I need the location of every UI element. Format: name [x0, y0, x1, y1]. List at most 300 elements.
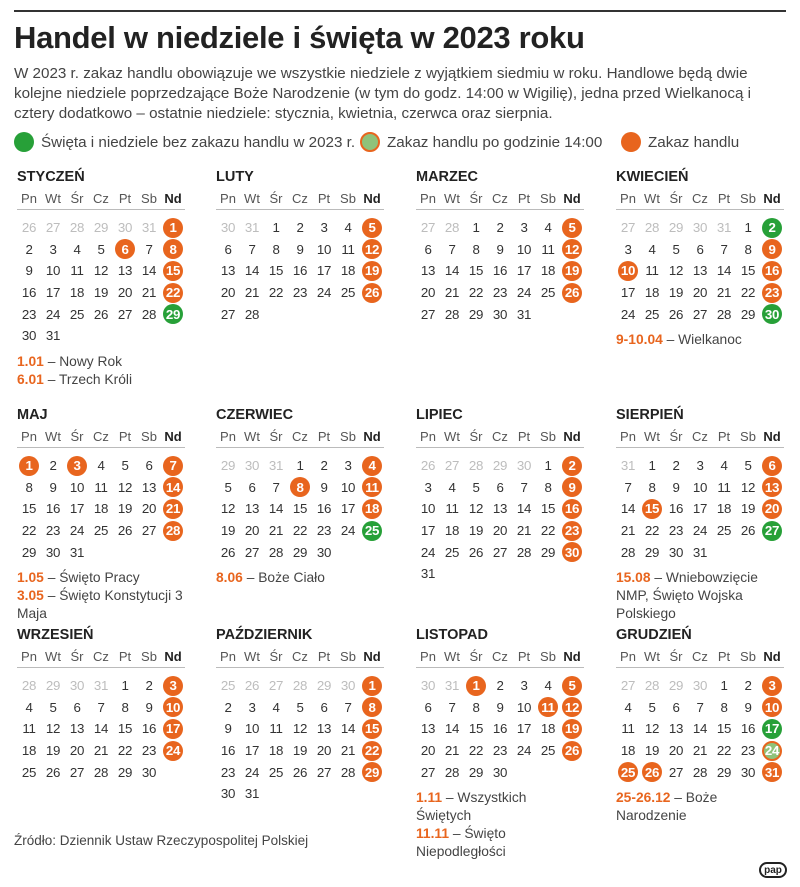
day-number: 24	[692, 523, 708, 539]
day-cell	[360, 260, 384, 282]
day-number: 19	[292, 743, 308, 759]
month-calendar	[616, 626, 784, 825]
day-cell-adjacent	[664, 675, 688, 697]
day-cell	[17, 282, 41, 304]
day-number: 26	[562, 283, 582, 303]
day-cell	[464, 520, 488, 542]
day-number: 24	[516, 743, 532, 759]
day-number: 31	[444, 678, 460, 694]
day-number: 12	[644, 721, 660, 737]
day-number: 26	[220, 544, 236, 560]
weekday-label: Wt	[644, 429, 660, 444]
day-number: 28	[93, 764, 109, 780]
week-row	[616, 675, 784, 697]
day-number: 10	[316, 241, 332, 257]
day-number: 22	[716, 743, 732, 759]
day-number: 14	[716, 263, 732, 279]
day-number: 12	[362, 239, 382, 259]
weekday-label: Pt	[118, 649, 132, 664]
day-number: 21	[268, 523, 284, 539]
weekday-label: Wt	[45, 191, 61, 206]
day-cell	[113, 761, 137, 783]
day-number: 30	[21, 328, 37, 344]
weekday-label: Pt	[717, 191, 731, 206]
day-cell	[440, 520, 464, 542]
weekday-label: Pt	[118, 191, 132, 206]
day-number: 10	[69, 479, 85, 495]
day-number: 15	[716, 721, 732, 737]
day-cell	[440, 260, 464, 282]
day-number: 30	[668, 544, 684, 560]
day-number: 17	[45, 285, 61, 301]
day-number: 2	[224, 699, 232, 715]
day-number: 3	[163, 676, 183, 696]
day-cell	[264, 260, 288, 282]
day-number: 2	[25, 241, 33, 257]
day-number: 6	[762, 456, 782, 476]
day-number: 29	[492, 458, 508, 474]
day-cell	[161, 282, 185, 304]
day-cell	[760, 520, 784, 542]
day-number: 7	[696, 699, 704, 715]
day-cell	[113, 520, 137, 542]
day-number: 10	[516, 241, 532, 257]
day-number: 21	[620, 523, 636, 539]
weekday-label: Nd	[164, 649, 182, 664]
day-number: 29	[740, 306, 756, 322]
week-row	[416, 303, 584, 325]
day-cell	[288, 520, 312, 542]
weekday-header	[216, 426, 384, 448]
day-cell	[664, 498, 688, 520]
day-cell	[264, 239, 288, 261]
weekday-label: Wt	[45, 649, 61, 664]
weekday-label: Pt	[317, 191, 331, 206]
weekday-label: Nd	[363, 191, 381, 206]
day-cell	[464, 498, 488, 520]
day-cell-adjacent	[336, 675, 360, 697]
day-number: 1	[19, 456, 39, 476]
day-number: 26	[93, 306, 109, 322]
day-number: 18	[69, 285, 85, 301]
day-number: 12	[220, 501, 236, 517]
day-cell	[488, 697, 512, 719]
day-cell	[440, 303, 464, 325]
day-number: 15	[268, 263, 284, 279]
day-number: 31	[244, 786, 260, 802]
day-cell-adjacent	[216, 217, 240, 239]
weekday-label: Nd	[363, 429, 381, 444]
day-number: 24	[69, 523, 85, 539]
day-cell	[41, 477, 65, 499]
holiday-note	[616, 331, 784, 349]
day-number: 1	[272, 220, 280, 236]
weekday-label: Sb	[740, 191, 756, 206]
day-number: 8	[544, 479, 552, 495]
day-number: 1	[466, 676, 486, 696]
day-number: 25	[540, 743, 556, 759]
day-number: 22	[468, 743, 484, 759]
day-cell	[560, 697, 584, 719]
day-cell	[512, 303, 536, 325]
day-number: 9	[25, 263, 33, 279]
weekday-label: Śr	[469, 429, 483, 444]
day-cell	[760, 740, 784, 762]
day-cell	[688, 455, 712, 477]
day-cell-adjacent	[240, 675, 264, 697]
weekday-label: Śr	[669, 649, 683, 664]
day-cell	[65, 455, 89, 477]
legend-item-partial	[360, 132, 602, 152]
week-row	[216, 541, 384, 563]
holiday-note	[17, 569, 185, 587]
day-cell	[137, 498, 161, 520]
weekday-label: Wt	[444, 191, 460, 206]
weekday-label: Pn	[420, 649, 436, 664]
day-number: 31	[692, 544, 708, 560]
day-number: 24	[340, 523, 356, 539]
weekday-label: Wt	[244, 429, 260, 444]
day-number: 17	[516, 263, 532, 279]
day-number: 12	[562, 239, 582, 259]
day-cell-adjacent	[616, 217, 640, 239]
day-cell	[89, 718, 113, 740]
week-row	[416, 740, 584, 762]
day-cell	[712, 260, 736, 282]
holiday-notes	[616, 331, 784, 349]
day-number: 6	[496, 479, 504, 495]
day-cell	[312, 697, 336, 719]
day-cell	[640, 477, 664, 499]
day-cell	[536, 455, 560, 477]
week-row	[216, 239, 384, 261]
holiday-name: – Boże Narodzenie	[616, 789, 718, 823]
holiday-note	[17, 587, 185, 623]
day-number: 11	[541, 241, 555, 257]
day-cell	[760, 498, 784, 520]
day-number: 29	[316, 678, 332, 694]
day-number: 11	[538, 697, 558, 717]
day-cell	[616, 718, 640, 740]
holiday-notes	[616, 789, 784, 825]
day-cell	[664, 477, 688, 499]
day-cell	[440, 282, 464, 304]
day-number: 19	[362, 261, 382, 281]
day-cell	[360, 217, 384, 239]
day-cell	[760, 675, 784, 697]
weekday-label: Pt	[118, 429, 132, 444]
day-number: 5	[121, 458, 129, 474]
day-number: 6	[145, 458, 153, 474]
day-cell	[41, 697, 65, 719]
day-cell-adjacent	[41, 675, 65, 697]
day-number: 17	[516, 721, 532, 737]
holiday-date: 1.11	[416, 789, 443, 805]
day-number: 9	[496, 699, 504, 715]
day-cell	[113, 260, 137, 282]
day-cell	[41, 541, 65, 563]
day-cell	[113, 718, 137, 740]
day-cell	[336, 217, 360, 239]
day-cell	[512, 260, 536, 282]
day-cell	[440, 697, 464, 719]
month-calendar	[416, 406, 584, 585]
week-row	[216, 498, 384, 520]
day-number: 25	[220, 678, 236, 694]
weekday-label: Nd	[164, 429, 182, 444]
day-cell	[688, 761, 712, 783]
day-number: 2	[49, 458, 57, 474]
weekday-label: Pn	[21, 649, 37, 664]
day-number: 20	[141, 501, 157, 517]
day-number: 5	[472, 479, 480, 495]
month-calendar	[17, 406, 185, 623]
day-number: 31	[620, 458, 636, 474]
day-cell	[161, 718, 185, 740]
month-calendar	[416, 626, 584, 861]
day-number: 21	[444, 285, 460, 301]
day-cell	[536, 541, 560, 563]
legend-label: Zakaz handlu po godzinie 14:00	[387, 133, 603, 151]
day-number: 25	[644, 306, 660, 322]
month-name: KWIECIEŃ	[616, 169, 689, 185]
weekday-label: Nd	[763, 649, 781, 664]
day-number: 13	[692, 263, 708, 279]
day-cell-adjacent	[664, 217, 688, 239]
day-cell	[288, 455, 312, 477]
day-number: 30	[340, 678, 356, 694]
day-cell	[360, 239, 384, 261]
day-cell	[137, 455, 161, 477]
day-cell	[17, 761, 41, 783]
day-cell-adjacent	[416, 455, 440, 477]
day-number: 19	[644, 743, 660, 759]
day-cell	[216, 761, 240, 783]
day-number: 9	[296, 241, 304, 257]
weekday-label: Nd	[363, 649, 381, 664]
day-number: 28	[163, 521, 183, 541]
day-cell	[240, 697, 264, 719]
day-cell	[161, 217, 185, 239]
day-cell-adjacent	[113, 217, 137, 239]
day-cell	[560, 282, 584, 304]
weekday-label: Cz	[692, 649, 708, 664]
day-cell	[17, 325, 41, 347]
day-cell	[736, 498, 760, 520]
day-number: 29	[292, 544, 308, 560]
day-cell	[440, 239, 464, 261]
holiday-name: – Wniebowzięcie NMP, Święto Wojska Polskiego	[616, 569, 758, 621]
day-cell	[488, 217, 512, 239]
day-number: 13	[244, 501, 260, 517]
day-number: 28	[468, 458, 484, 474]
day-number: 28	[716, 306, 732, 322]
day-number: 29	[45, 678, 61, 694]
day-number: 21	[141, 285, 157, 301]
day-cell	[312, 718, 336, 740]
month-calendar	[616, 406, 784, 623]
weekday-label: Śr	[469, 191, 483, 206]
day-number: 17	[163, 719, 183, 739]
day-cell	[616, 541, 640, 563]
holiday-note	[616, 569, 784, 623]
week-row	[616, 697, 784, 719]
day-cell	[464, 675, 488, 697]
day-number: 22	[468, 285, 484, 301]
day-cell	[760, 303, 784, 325]
day-cell-adjacent	[240, 217, 264, 239]
day-number: 27	[69, 764, 85, 780]
week-row	[216, 282, 384, 304]
day-cell	[416, 697, 440, 719]
day-cell	[216, 520, 240, 542]
day-number: 27	[668, 764, 684, 780]
day-number: 26	[740, 523, 756, 539]
day-number: 18	[93, 501, 109, 517]
day-number: 11	[445, 501, 459, 517]
week-row	[616, 498, 784, 520]
day-number: 13	[420, 721, 436, 737]
day-number: 31	[268, 458, 284, 474]
day-cell	[161, 477, 185, 499]
day-number: 8	[290, 477, 310, 497]
day-cell	[488, 239, 512, 261]
day-number: 5	[672, 241, 680, 257]
day-cell	[264, 740, 288, 762]
day-cell	[664, 282, 688, 304]
day-cell	[17, 718, 41, 740]
day-number: 25	[618, 762, 638, 782]
day-number: 3	[248, 699, 256, 715]
day-cell	[560, 239, 584, 261]
day-cell	[65, 740, 89, 762]
day-number: 4	[720, 458, 728, 474]
day-number: 22	[540, 523, 556, 539]
day-number: 15	[468, 721, 484, 737]
week-row	[17, 303, 185, 325]
day-cell	[464, 282, 488, 304]
day-number: 23	[292, 285, 308, 301]
month-calendar	[216, 168, 384, 325]
day-cell	[17, 498, 41, 520]
day-number: 4	[25, 699, 33, 715]
day-number: 31	[141, 220, 157, 236]
day-number: 25	[93, 523, 109, 539]
day-number: 31	[45, 328, 61, 344]
day-number: 30	[45, 544, 61, 560]
day-number: 21	[93, 743, 109, 759]
day-number: 27	[492, 544, 508, 560]
day-cell	[89, 520, 113, 542]
weekday-label: Pt	[717, 429, 731, 444]
day-cell	[65, 498, 89, 520]
day-cell	[65, 477, 89, 499]
day-number: 3	[520, 220, 528, 236]
holiday-date: 3.05	[17, 587, 44, 603]
day-cell	[488, 520, 512, 542]
day-cell	[161, 239, 185, 261]
weekday-label: Sb	[141, 191, 157, 206]
day-number: 24	[45, 306, 61, 322]
weekday-label: Nd	[563, 649, 581, 664]
week-row	[216, 761, 384, 783]
day-cell	[288, 217, 312, 239]
day-cell	[17, 697, 41, 719]
day-number: 1	[472, 220, 480, 236]
day-number: 15	[163, 261, 183, 281]
day-number: 28	[644, 220, 660, 236]
day-number: 23	[316, 523, 332, 539]
day-cell	[560, 718, 584, 740]
day-cell	[65, 761, 89, 783]
day-number: 28	[21, 678, 37, 694]
day-number: 19	[740, 501, 756, 517]
day-cell	[512, 217, 536, 239]
day-cell	[161, 260, 185, 282]
day-cell	[512, 239, 536, 261]
day-cell	[336, 477, 360, 499]
day-cell	[336, 740, 360, 762]
weekday-header	[17, 646, 185, 668]
day-number: 20	[420, 743, 436, 759]
day-number: 6	[248, 479, 256, 495]
day-cell	[640, 260, 664, 282]
day-number: 31	[762, 762, 782, 782]
day-cell	[640, 520, 664, 542]
day-cell	[264, 718, 288, 740]
holiday-note	[416, 789, 584, 825]
day-number: 28	[69, 220, 85, 236]
day-cell	[288, 498, 312, 520]
day-number: 5	[49, 699, 57, 715]
day-cell	[336, 455, 360, 477]
day-cell	[688, 520, 712, 542]
weekday-label: Pt	[517, 649, 531, 664]
day-number: 2	[320, 458, 328, 474]
day-number: 10	[692, 479, 708, 495]
day-number: 13	[762, 477, 782, 497]
holiday-note	[216, 569, 384, 587]
weekday-label: Wt	[45, 429, 61, 444]
day-cell	[336, 697, 360, 719]
day-number: 19	[562, 719, 582, 739]
day-number: 25	[716, 523, 732, 539]
day-cell-adjacent	[616, 675, 640, 697]
day-number: 7	[448, 699, 456, 715]
day-cell	[65, 239, 89, 261]
day-cell	[512, 541, 536, 563]
day-cell	[712, 303, 736, 325]
day-number: 15	[117, 721, 133, 737]
holiday-date: 15.08	[616, 569, 651, 585]
day-number: 2	[496, 220, 504, 236]
day-cell	[288, 260, 312, 282]
day-cell	[712, 477, 736, 499]
day-cell-adjacent	[17, 217, 41, 239]
day-cell	[560, 260, 584, 282]
day-number: 18	[644, 285, 660, 301]
day-cell	[536, 477, 560, 499]
day-number: 18	[21, 743, 37, 759]
day-number: 18	[716, 501, 732, 517]
week-row	[616, 477, 784, 499]
day-number: 29	[117, 764, 133, 780]
day-cell	[712, 761, 736, 783]
week-row	[216, 455, 384, 477]
day-number: 9	[224, 721, 232, 737]
day-cell	[736, 282, 760, 304]
day-number: 4	[648, 241, 656, 257]
